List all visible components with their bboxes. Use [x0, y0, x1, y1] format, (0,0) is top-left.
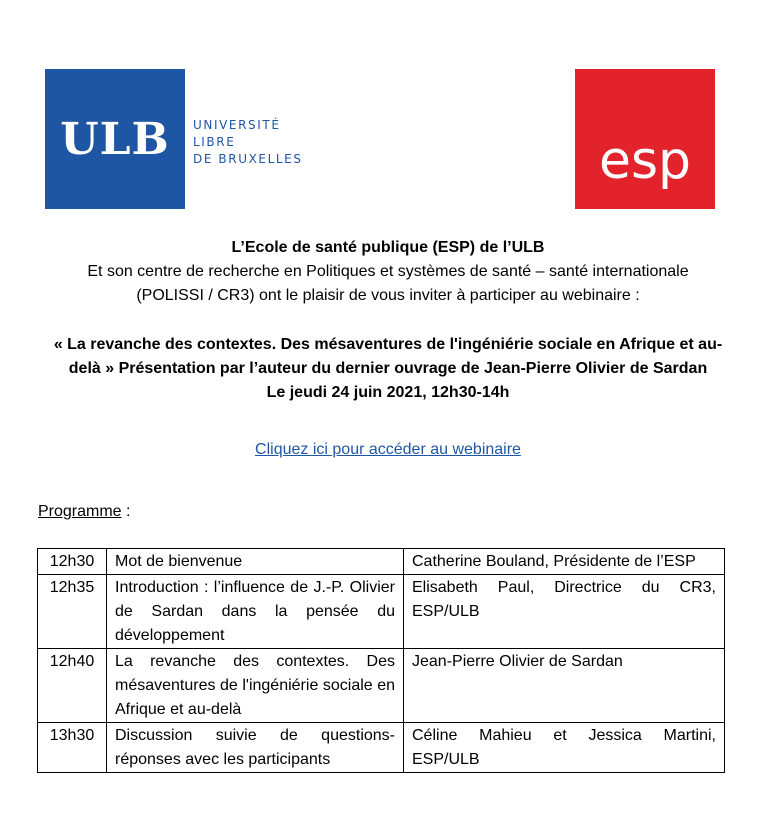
webinar-title: « La revanche des contextes. Des mésaventures de l'ingéniérie sociale en Afrique et au- — [53, 336, 723, 353]
ulb-name-line: DE BRUXELLES — [193, 152, 303, 166]
description-cell: La revanche des contextes. Des mésaventures de l'ingéniérie sociale en Afrique et au-delà — [107, 649, 404, 723]
ulb-logo — [45, 69, 185, 209]
ulb-name-line: UNIVERSITÉ — [193, 118, 281, 132]
speaker-cell: Catherine Bouland, Présidente de l’ESP — [404, 549, 725, 575]
speaker-cell: Jean-Pierre Olivier de Sardan — [404, 649, 725, 723]
speaker-cell: Elisabeth Paul, Directrice du CR3, ESP/ULB — [404, 575, 725, 649]
time-cell: 12h40 — [38, 649, 107, 723]
description-cell: Introduction : l’influence de J.-P. Olivier de Sardan dans la pensée du développement — [107, 575, 404, 649]
ulb-logo-mark: ULB — [60, 113, 170, 165]
ulb-name-line: LIBRE — [193, 135, 236, 149]
description-cell: Discussion suivie de questions-réponses avec les participants — [107, 723, 404, 773]
intro-line: Et son centre de recherche en Politiques et systèmes de santé – santé internationale — [87, 263, 689, 280]
speaker-cell: Céline Mahieu et Jessica Martini, ESP/ULB — [404, 723, 725, 773]
intro-heading: L’Ecole de santé publique (ESP) de l’ULB — [231, 239, 545, 256]
webinar-date: Le jeudi 24 juin 2021, 12h30-14h — [266, 384, 510, 401]
description-cell: Mot de bienvenue — [107, 549, 404, 575]
time-cell: 12h30 — [38, 549, 107, 575]
table-row — [38, 723, 725, 773]
webinar-link[interactable]: Cliquez ici pour accéder au webinaire — [255, 441, 521, 458]
programme-label — [38, 503, 130, 521]
time-cell: 13h30 — [38, 723, 107, 773]
table-row — [38, 549, 725, 575]
table-row — [38, 575, 725, 649]
table-row — [38, 649, 725, 723]
esp-logo-mark: esp — [598, 131, 692, 191]
webinar-title: delà » Présentation par l’auteur du dernier ouvrage de Jean-Pierre Olivier de Sardan — [68, 360, 708, 377]
ulb-logo-name — [193, 117, 303, 168]
esp-logo — [575, 69, 715, 209]
intro-line: (POLISSI / CR3) ont le plaisir de vous inviter à participer au webinaire : — [136, 287, 640, 304]
programme-label-text: Programme — [38, 503, 122, 520]
time-cell: 12h35 — [38, 575, 107, 649]
programme-table — [37, 548, 725, 773]
programme-label-suffix: : — [121, 503, 131, 520]
